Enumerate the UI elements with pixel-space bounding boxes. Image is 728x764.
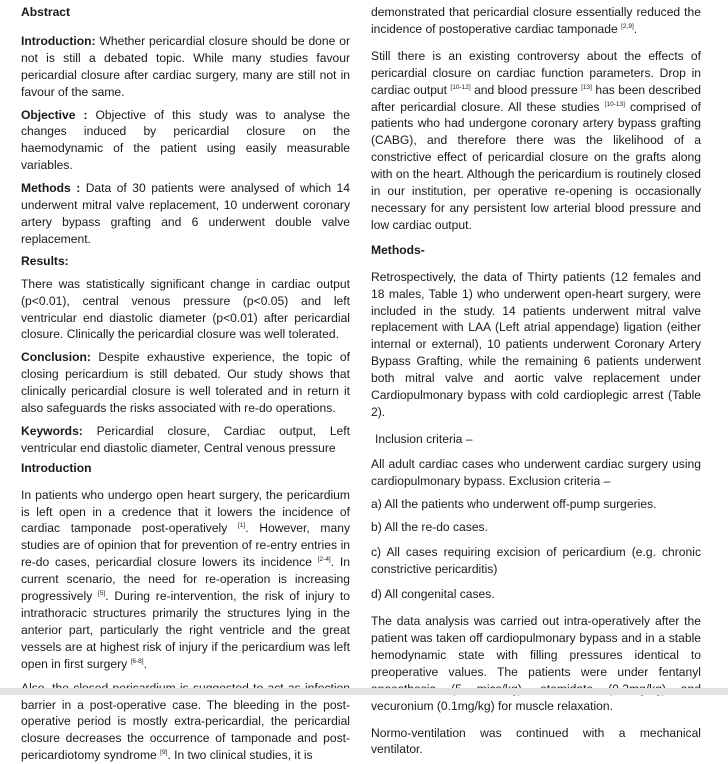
- inclusion-paragraph: All adult cardiac cases who underwent cardiac surgery using cardiopulmonary bypass. Exclusion criteria –: [371, 456, 701, 488]
- continued-paragraph: [371, 4, 701, 38]
- citation-ref: [10-12]: [450, 83, 471, 91]
- abstract-introduction-label: Introduction:: [21, 33, 96, 48]
- abstract-methods-text: Data of 30 patients were analysed of which 14 underwent mitral valve replacement, 10 underwent coronary artery bypass grafting and 6 underwent double valve replacement.: [21, 181, 350, 246]
- abstract-heading: Abstract: [21, 5, 71, 19]
- abstract-conclusion-text: Despite exhaustive experience, the topic of closing pericardium is still debated. Our study shows that clinically pericardial closure is well tolerated and in return it also safeguards the risks associated with re-do operations.: [21, 350, 350, 416]
- controversy-text-2: and blood pressure: [470, 82, 582, 97]
- left-column: [21, 4, 350, 764]
- citation-ref: [10-13]: [604, 100, 625, 108]
- cont-text-2: .: [633, 21, 638, 36]
- abstract-objective-label: Objective :: [21, 107, 88, 122]
- methods-paragraph: Retrospectively, the data of Thirty patients (12 females and 18 males, Table 1) who underwent open-heart surgery, were included in the study. 14 patients underwent mitral valve replacement with LAA (Left atrial appendage) ligation (either internal or external), 10 patients underwent Coronary Artery Bypass Grafting, while the remaining 6 patients underwent both mitral valve and aortic valve replacement under Cardiopulmonary bypass with cold cardioplegic arrest (Table 2).: [371, 269, 701, 419]
- ventilation-paragraph: Normo-ventilation was continued with a mechanical ventilator.: [371, 725, 701, 757]
- intro-p1-text-4: . During re-intervention, the risk of injury to intrathoracic structures primarily the structures lying in the anterior part, particularly the right ventricle and the great vessels are at highest risk of injury if the pericardium was left open in first surgery: [21, 589, 350, 671]
- bottom-scroll-strip: [0, 688, 728, 695]
- abstract-methods: [21, 180, 350, 248]
- controversy-text-3: has been described after pericardial closure. All these studies: [371, 82, 701, 114]
- controversy-text-1: Still there is an existing controversy about the effects of pericardial closure on cardiac function parameters. Drop in cardiac output: [371, 48, 701, 97]
- abstract-results-text: There was statistically significant change in cardiac output (p<0.01), central venous pressure (p<0.05) and left ventricular end diastolic diameter (p<0.01) after pericardial closure. Clinically the pericardial closure was well tolerated.: [21, 276, 350, 342]
- introduction-paragraph-1: [21, 487, 350, 673]
- citation-ref: [2-4]: [317, 556, 331, 564]
- citation-ref: [5]: [98, 590, 106, 598]
- intro-p1-text-5: .: [143, 656, 147, 671]
- abstract-objective-text: Objective of this study was to analyse the changes induced by pericardial closure on the haemodynamic of the patient using easily measurable variables.: [21, 107, 350, 173]
- exclusion-item-a: a) All the patients who underwent off-pump surgeries.: [371, 496, 657, 511]
- methods-heading: Methods-: [371, 242, 425, 257]
- inclusion-heading: Inclusion criteria –: [375, 431, 473, 446]
- abstract-introduction-text: Whether pericardial closure should be done or not is still a debated topic. While many studies favour pericardial closure after cardiac surgery, many are still not in favour of the same.: [21, 33, 350, 99]
- intro-p2-text-1: barrier in a post-operative case. The bleeding in the post-operative period is mostly extra-pericardial, the pericardial closure decreases the occurrence of tamponade and post-pericardiotomy syndrome: [21, 697, 350, 763]
- controversy-text-4: comprised of patients who had undergone coronary artery bypass grafting (CABG), and therefore there was the likelihood of a constrictive effect of pericardial closure on the grafts along with on the heart. Although the pericardium is routinely closed in our institution, per operative re-opening is occasionally necessary for any persistent low arterial blood pressure and low cardiac output.: [371, 99, 701, 232]
- abstract-methods-label: Methods :: [21, 181, 81, 196]
- citation-ref: [1]: [238, 522, 246, 530]
- keywords: [21, 423, 350, 457]
- abstract-objective: [21, 107, 350, 175]
- cont-text-1: demonstrated that pericardial closure essentially reduced the incidence of postoperative cardiac tamponade: [371, 5, 701, 36]
- exclusion-item-d: d) All congenital cases.: [371, 587, 495, 602]
- results-heading: Results:: [21, 253, 69, 268]
- abstract-conclusion: [21, 349, 350, 417]
- intro-p1-text-2: . However, many studies are of opinion that for prevention of re-entry entries in re-do cases, pericardial closure lowers its incidence: [21, 521, 350, 570]
- exclusion-item-b: b) All the re-do cases.: [371, 520, 488, 535]
- controversy-paragraph: [371, 48, 701, 234]
- abstract-conclusion-label: Conclusion:: [21, 350, 91, 365]
- keywords-text: Pericardial closure, Cardiac output, Left ventricular end diastolic diameter, Central venous pressure: [21, 423, 350, 455]
- citation-ref: [13]: [581, 83, 592, 91]
- abstract-introduction: [21, 33, 350, 101]
- intro-p1-text-3: . In current scenario, the need for re-operation is increasing progressively: [21, 555, 350, 604]
- introduction-heading: Introduction: [21, 460, 92, 475]
- analysis-paragraph: The data analysis was carried out intra-operatively after the patient was taken off cardiopulmonary bypass and in a stable hemodynamic state with filling pressures identical to preoperative values. The patients were under fentanyl vecuronium (0.1mg/kg) for muscle relaxation.: [371, 614, 701, 713]
- intro-p1-text-1: In patients who undergo open heart surgery, the pericardium is left open in a credence that it lowers the incidence of cardiac tamponade post-operatively: [21, 487, 350, 536]
- right-column: [371, 4, 701, 758]
- citation-ref: [6-8]: [130, 657, 144, 665]
- citation-ref: [2,9]: [621, 22, 634, 30]
- intro-p2-text-2: . In two clinical studies, it is: [167, 748, 313, 763]
- exclusion-item-c: c) All cases requiring excision of pericardium (e.g. chronic constrictive pericarditis): [371, 545, 701, 577]
- citation-ref: [9]: [160, 749, 168, 757]
- keywords-label: Keywords:: [21, 423, 83, 438]
